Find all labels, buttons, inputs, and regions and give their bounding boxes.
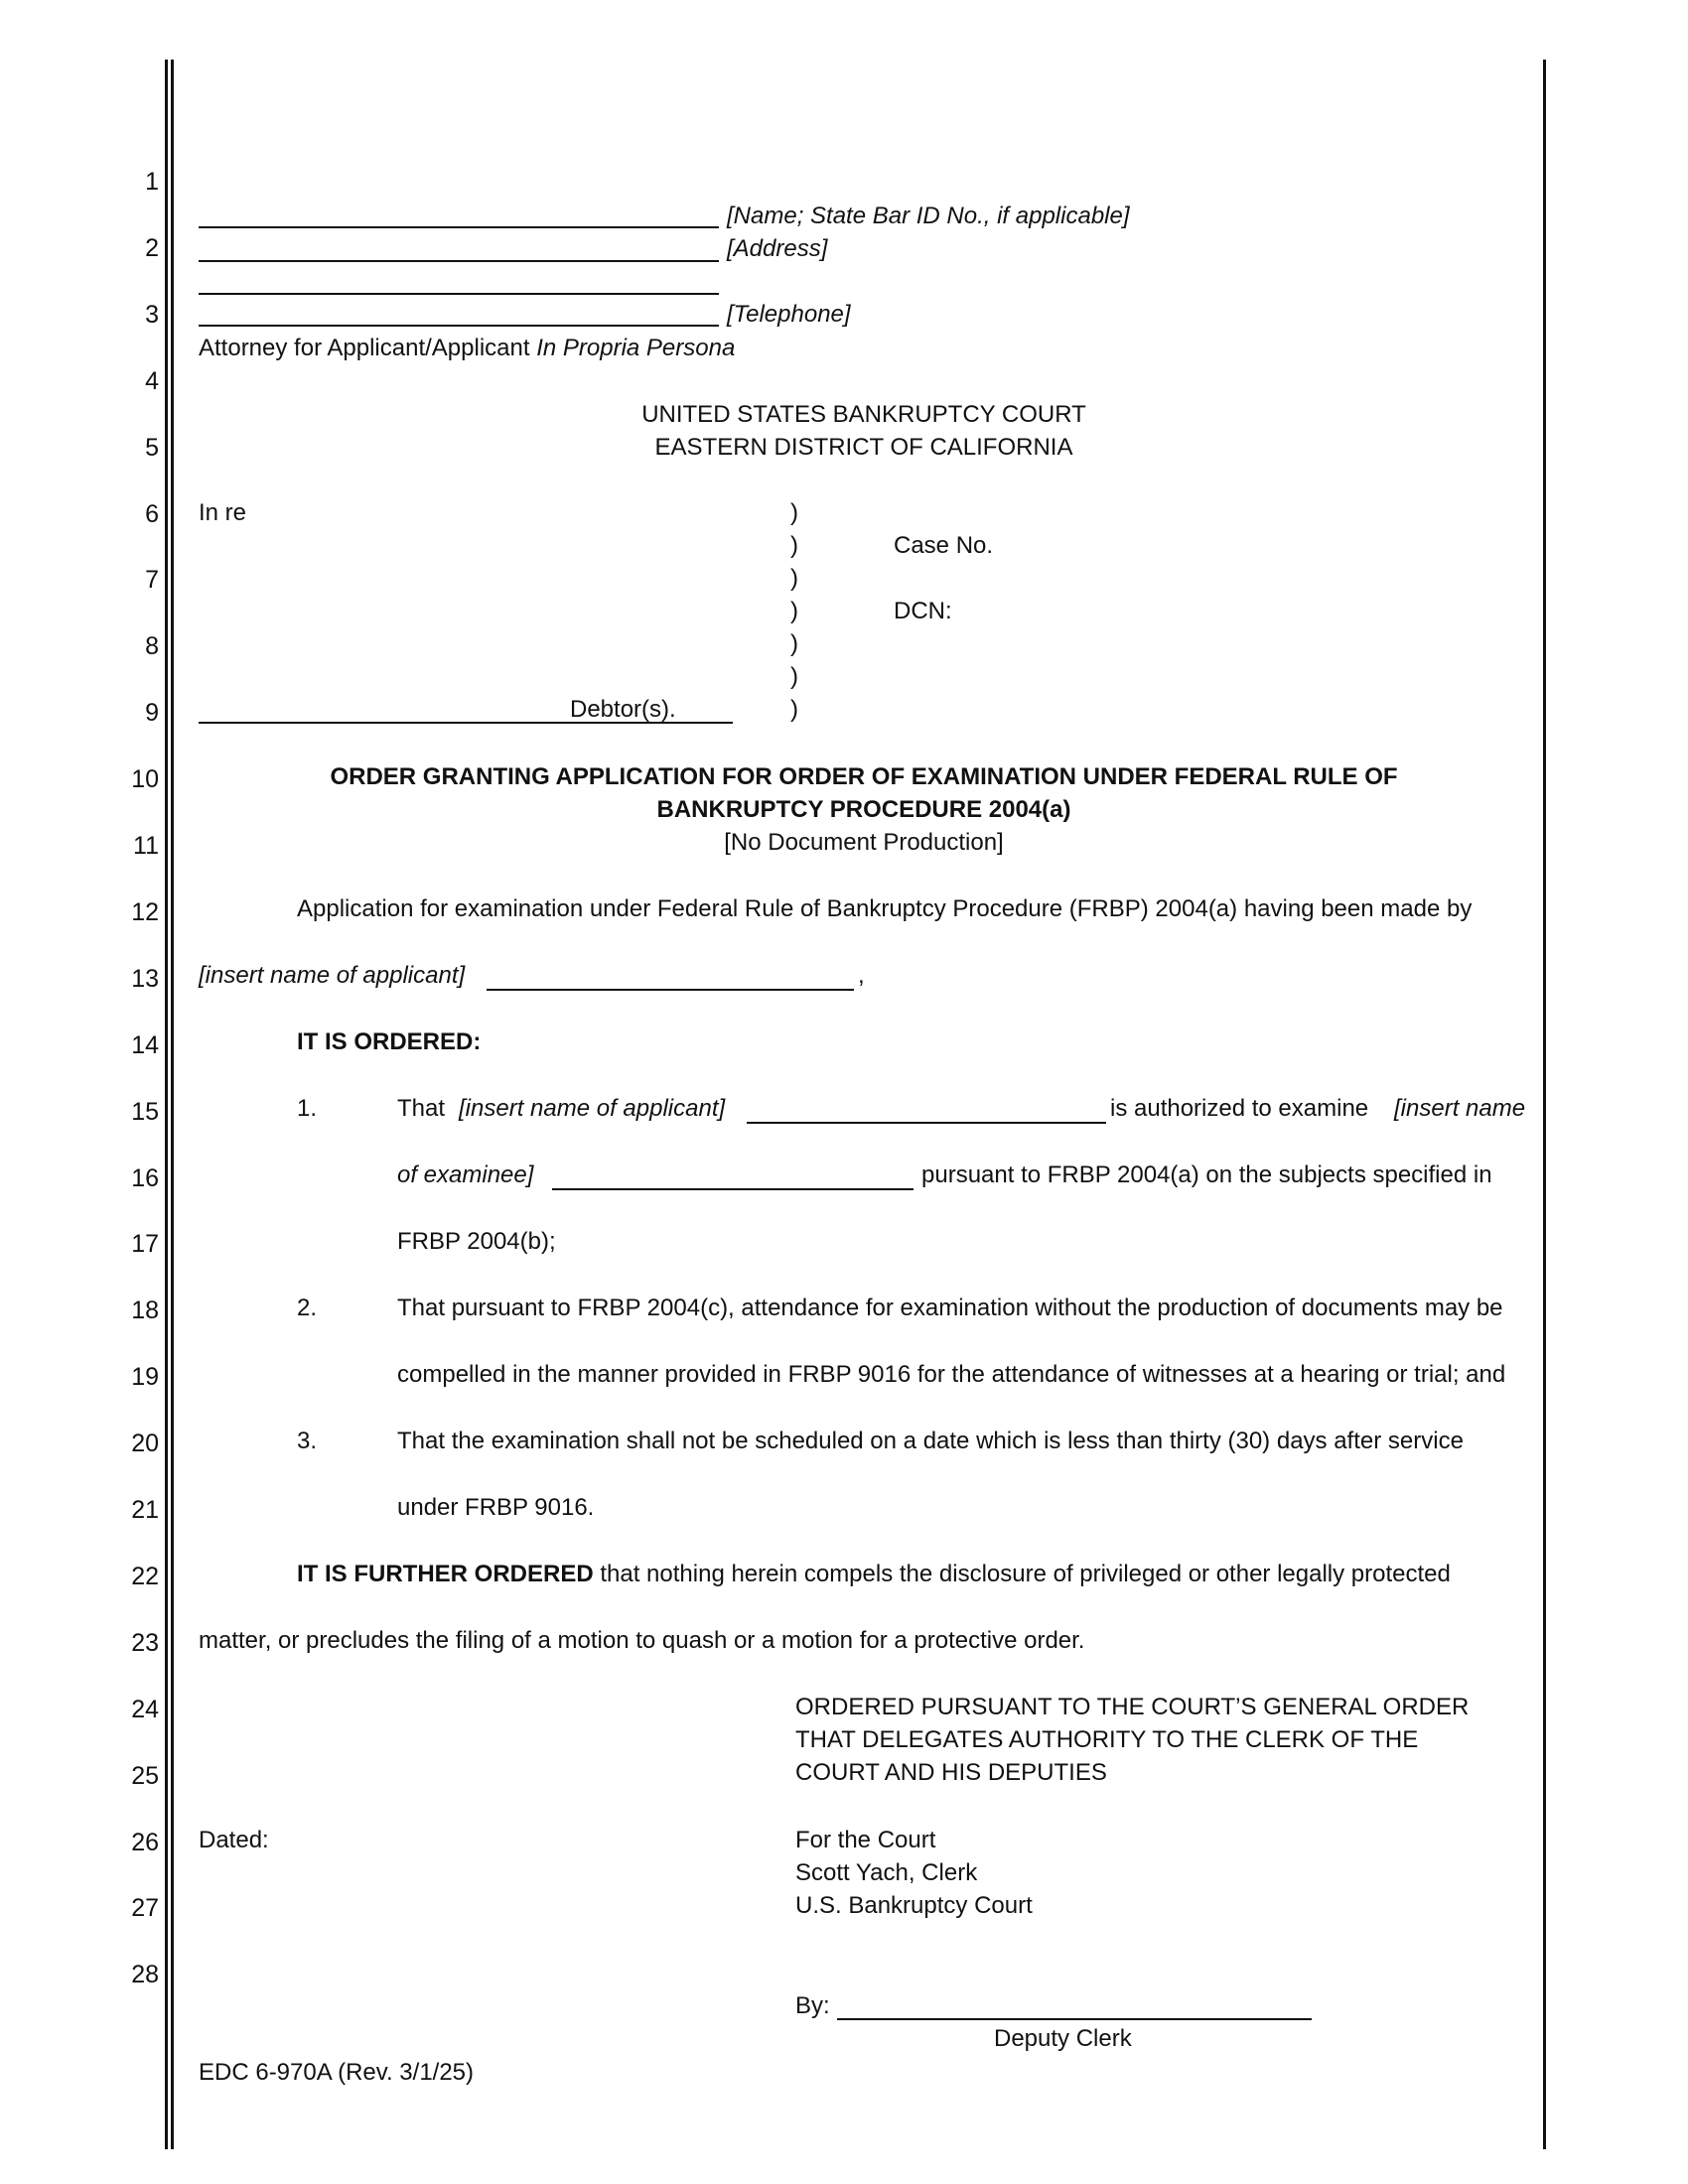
caption-paren: ) [790, 663, 798, 690]
for-the-court: For the Court [795, 1827, 936, 1853]
left-margin-rule-outer [165, 60, 168, 2149]
form-id: EDC 6-970A (Rev. 3/1/25) [199, 2059, 475, 2086]
clerk-name: Scott Yach, Clerk [795, 1859, 978, 1886]
address-blank-2 [199, 293, 719, 295]
name-blank [199, 226, 719, 228]
line-number: 4 [145, 366, 159, 395]
case-number-label: Case No. [894, 532, 994, 559]
telephone-blank [199, 325, 719, 327]
line-number: 25 [131, 1761, 159, 1790]
application-paragraph: Application for examination under Federal Rule of Bankruptcy Procedure (FRBP) 2004(a) having been made by [297, 895, 1473, 922]
by-label: By: [795, 1992, 830, 2019]
item-2-line2: compelled in the manner provided in FRBP 9016 for the attendance of witnesses at a hearing or trial; and [397, 1361, 1506, 1388]
order-title-line2: BANKRUPTCY PROCEDURE 2004(a) [656, 796, 1071, 823]
line-number: 14 [131, 1030, 159, 1059]
caption-paren: ) [790, 499, 798, 526]
court-name: UNITED STATES BANKRUPTCY COURT [641, 401, 1086, 428]
further-ordered-rest: that nothing herein compels the disclosure of privileged or other legally protected [593, 1561, 1451, 1587]
caption-paren: ) [790, 565, 798, 592]
line-number: 22 [131, 1562, 159, 1590]
line-number: 18 [131, 1297, 159, 1325]
item-1-examinee-b: of examinee] [397, 1161, 534, 1188]
line-number: 20 [131, 1430, 159, 1458]
line-number: 19 [131, 1363, 159, 1392]
attorney-line [199, 335, 735, 362]
line-number: 3 [145, 300, 159, 329]
item-2-number: 2. [297, 1295, 318, 1321]
line-number: 28 [131, 1961, 159, 1989]
item-1-pursuant: pursuant to FRBP 2004(a) on the subjects specified in [921, 1161, 1492, 1188]
item-1-applicant-blank [747, 1122, 1106, 1124]
line-number: 17 [131, 1230, 159, 1259]
deputy-clerk-label: Deputy Clerk [994, 2025, 1132, 2052]
item-2-line1: That pursuant to FRBP 2004(c), attendance for examination without the production of documents may be [397, 1295, 1503, 1321]
line-number: 12 [131, 897, 159, 926]
item-1-that: That [397, 1095, 446, 1122]
name-label: [Name; State Bar ID No., if applicable] [727, 203, 1130, 229]
court-district: EASTERN DISTRICT OF CALIFORNIA [654, 434, 1073, 461]
item-3-line1: That the examination shall not be scheduled on a date which is less than thirty (30) days after service [397, 1428, 1464, 1454]
applicant-comma: , [858, 962, 865, 989]
it-is-ordered: IT IS ORDERED: [297, 1028, 482, 1055]
item-1-examinee-blank [552, 1188, 914, 1190]
item-1-authorized: is authorized to examine [1110, 1095, 1369, 1122]
order-title-line1: ORDER GRANTING APPLICATION FOR ORDER OF EXAMINATION UNDER FEDERAL RULE OF [330, 763, 1398, 790]
caption-paren: ) [790, 630, 798, 657]
further-ordered-line2: matter, or precludes the filing of a motion to quash or a motion for a protective order. [199, 1627, 1085, 1654]
attorney-text: Attorney for Applicant/Applicant [199, 335, 537, 361]
line-number: 2 [145, 233, 159, 262]
dated-label: Dated: [199, 1827, 269, 1853]
caption-paren: ) [790, 696, 798, 723]
line-number: 24 [131, 1695, 159, 1723]
in-re: In re [199, 499, 247, 526]
line-number: 27 [131, 1894, 159, 1923]
caption-paren: ) [790, 532, 798, 559]
line-number: 10 [131, 765, 159, 794]
further-ordered-bold: IT IS FURTHER ORDERED [297, 1561, 594, 1587]
line-number: 23 [131, 1628, 159, 1657]
telephone-label: [Telephone] [727, 301, 851, 328]
address-label: [Address] [727, 235, 828, 262]
line-number: 26 [131, 1828, 159, 1856]
item-1-end: FRBP 2004(b); [397, 1228, 556, 1255]
line-number: 8 [145, 632, 159, 661]
line-number: 1 [145, 168, 159, 196]
line-number: 9 [145, 699, 159, 728]
ordered-pursuant-line3: COURT AND HIS DEPUTIES [795, 1759, 1107, 1786]
line-number: 16 [131, 1163, 159, 1192]
address-blank [199, 260, 719, 262]
item-1-examinee-a: [insert name [1394, 1095, 1526, 1122]
signature-blank [837, 2018, 1312, 2020]
debtors-label: Debtor(s). [570, 696, 676, 723]
line-number: 13 [131, 964, 159, 993]
further-ordered-line1 [297, 1561, 1451, 1588]
line-number: 21 [131, 1496, 159, 1524]
attorney-italic: In Propria Persona [536, 335, 736, 361]
line-number: 7 [145, 566, 159, 595]
line-number: 15 [131, 1097, 159, 1126]
item-1-number: 1. [297, 1095, 318, 1122]
caption-paren: ) [790, 598, 798, 624]
court-name-signature: U.S. Bankruptcy Court [795, 1892, 1033, 1919]
item-3-number: 3. [297, 1428, 318, 1454]
applicant-blank [487, 989, 854, 991]
ordered-pursuant-line1: ORDERED PURSUANT TO THE COURT’S GENERAL ORDER [795, 1694, 1470, 1720]
order-subtitle: [No Document Production] [724, 829, 1004, 856]
line-number: 5 [145, 433, 159, 462]
line-number: 11 [133, 832, 159, 860]
item-1-applicant: [insert name of applicant] [459, 1095, 726, 1122]
item-3-line2: under FRBP 9016. [397, 1494, 595, 1521]
line-number: 6 [145, 499, 159, 528]
ordered-pursuant-line2: THAT DELEGATES AUTHORITY TO THE CLERK OF THE [795, 1726, 1419, 1753]
dcn-label: DCN: [894, 598, 952, 624]
right-margin-rule [1543, 60, 1546, 2149]
applicant-placeholder: [insert name of applicant] [199, 962, 466, 989]
left-margin-rule-inner [171, 60, 174, 2149]
